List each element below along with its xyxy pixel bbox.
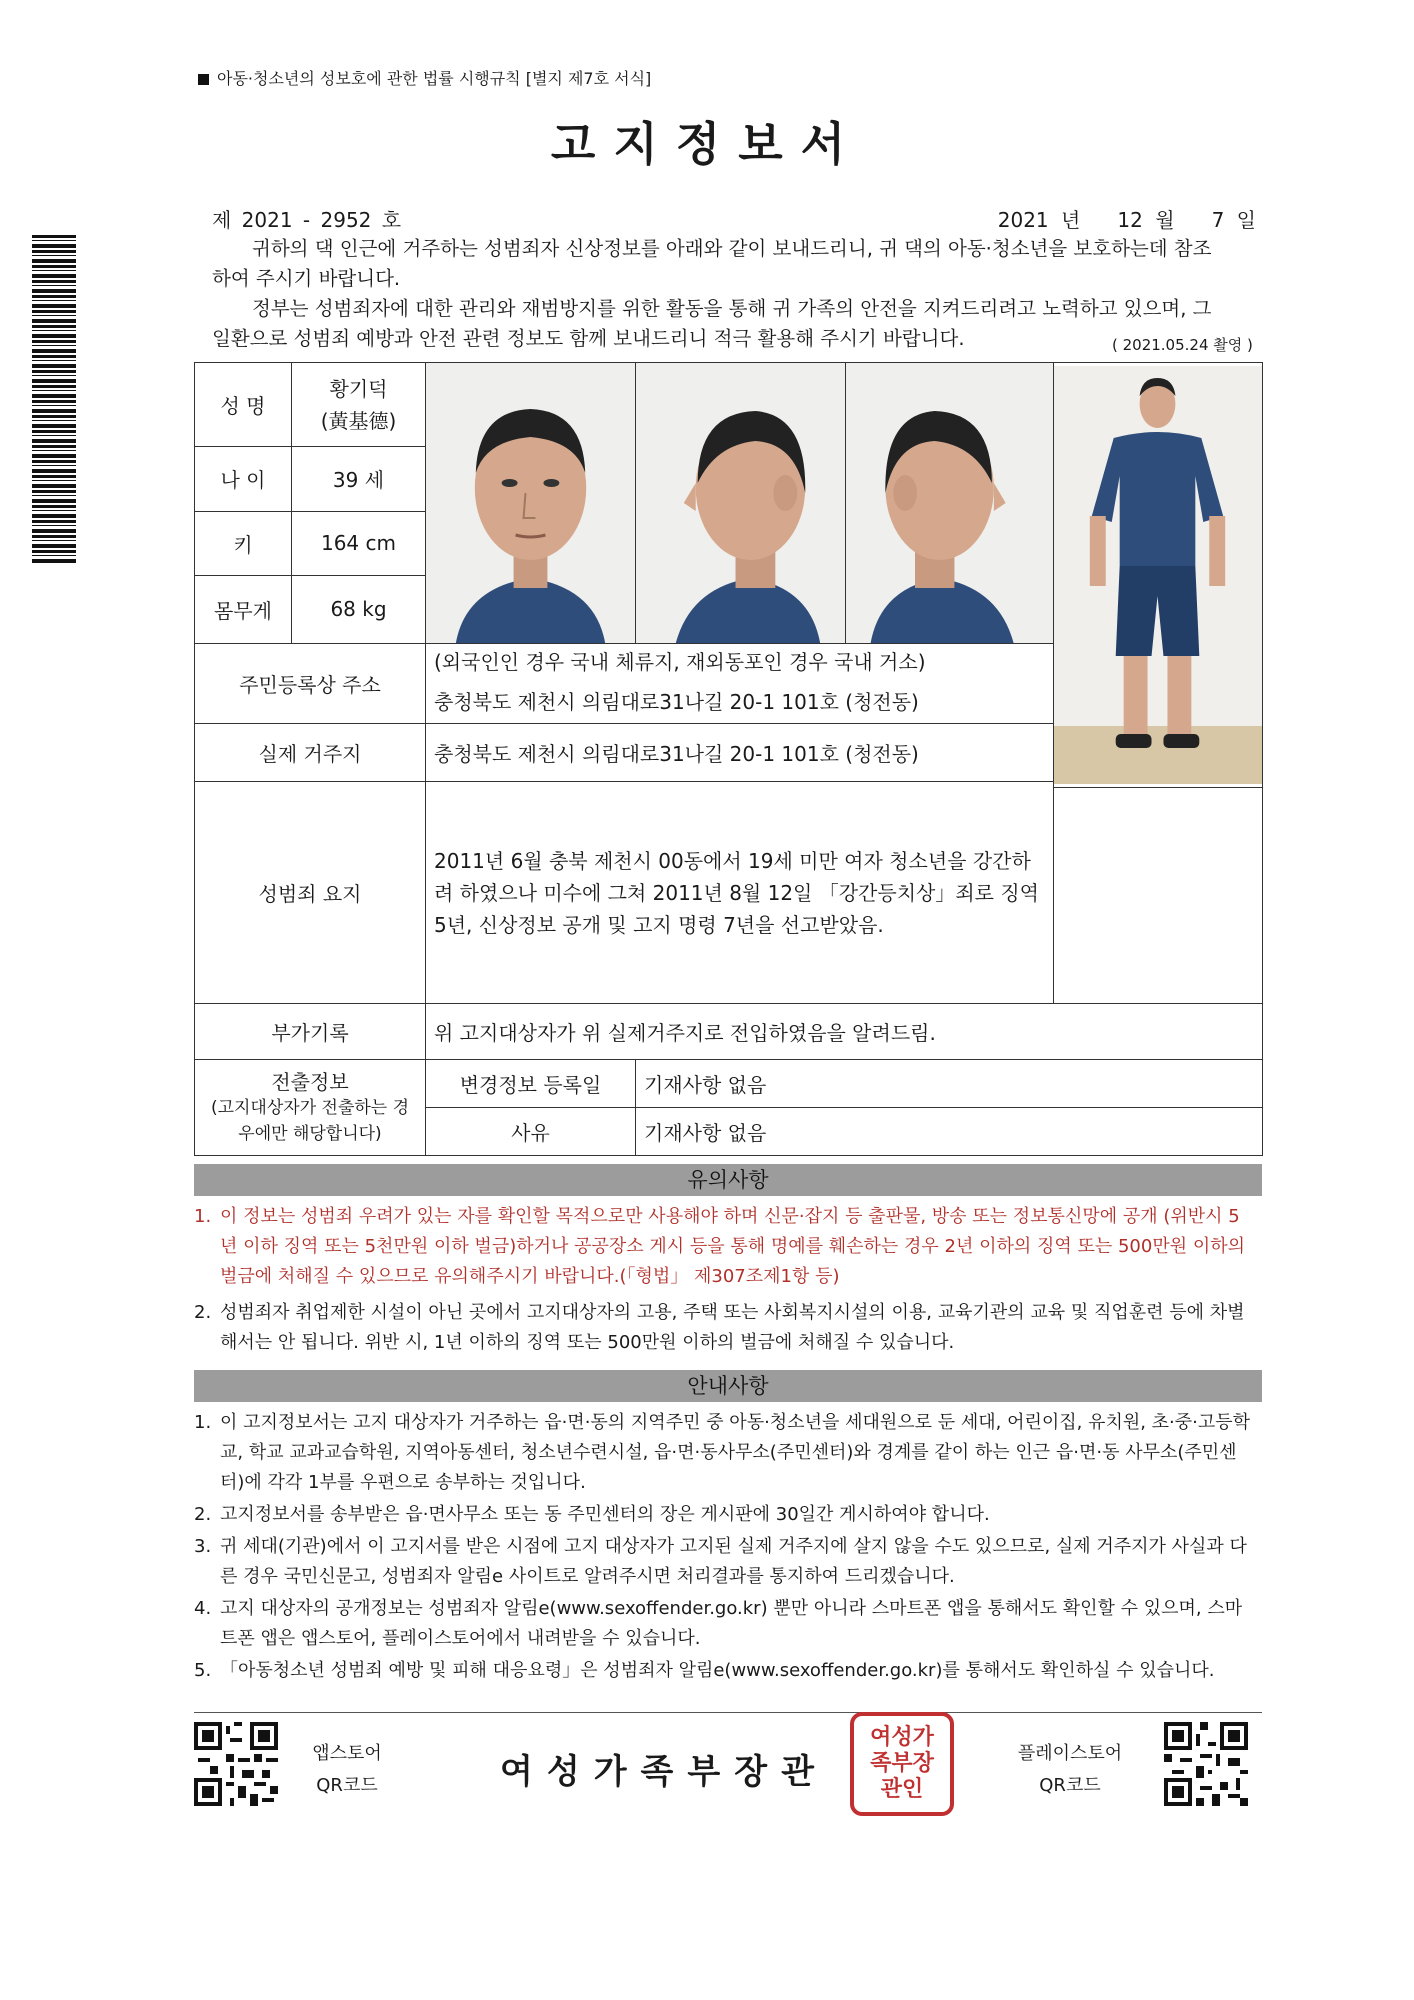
weight-label: 몸무게 bbox=[195, 575, 292, 643]
guide-item-2 bbox=[194, 1500, 1256, 1530]
guide-num: 1. bbox=[194, 1412, 212, 1433]
intro-paragraph-2: 정부는 성범죄자에 대한 관리와 재범방지를 위한 활동을 통해 귀 가족의 안전을 지켜드리려고 노력하고 있으며, 그 일환으로 성범죄 예방과 안전 관련 정보도 함께 보내드리니 적극 활용해 주시기 바랍니다. bbox=[212, 297, 1212, 350]
photo-left-profile bbox=[636, 363, 846, 644]
guide-item-3 bbox=[194, 1532, 1256, 1592]
face-right-profile-image bbox=[846, 363, 1053, 643]
weight-value: 68 kg bbox=[292, 575, 426, 643]
face-front-image bbox=[426, 363, 635, 643]
appstore-label: 앱스토어 bbox=[312, 1743, 382, 1764]
guide-text: 귀 세대(기관)에서 이 고지서를 받은 시점에 고지 대상자가 고지된 실제 거주지에 살지 않을 수도 있으므로, 실제 거주지가 사실과 다른 경우 국민신문고, 성범죄자 알림e 사이트로 알려주시면 처리결과를 통지하여 드리겠습니다. bbox=[220, 1536, 1247, 1587]
age-label: 나 이 bbox=[195, 447, 292, 511]
guide-text: 「아동청소년 성범죄 예방 및 피해 대응요령」은 성범죄자 알림e(www.sexoffender.go.kr)를 통해서도 확인하실 수 있습니다. bbox=[220, 1660, 1215, 1681]
registered-address-note: (외국인인 경우 국내 체류지, 재외동포인 경우 국내 거소) bbox=[426, 644, 1054, 678]
document-title: 고지정보서 bbox=[550, 117, 864, 171]
intro-paragraph-1: 귀하의 댁 인근에 거주하는 성범죄자 신상정보를 아래와 같이 보내드리니, 귀 댁의 아동·청소년을 보호하는데 참조하여 주시기 바랍니다. bbox=[212, 237, 1212, 290]
playstore-qr-text: QR코드 bbox=[1039, 1775, 1101, 1796]
caution-item-2 bbox=[194, 1298, 1256, 1358]
appstore-qr-text: QR코드 bbox=[316, 1775, 378, 1796]
appstore-qr-label bbox=[302, 1738, 392, 1802]
guide-text: 이 고지정보서는 고지 대상자가 거주하는 읍·면·동의 지역주민 중 아동·청소년을 세대원으로 둔 세대, 어린이집, 유치원, 초·중·고등학교, 학교 교과교습학원, 지역아동센터, 청소년수련시설, 읍·면·동사무소(주민센터)와 경계를 같이 하는 인근 읍·면·동 사무소(주민센터)에 각각 1부를 우편으로 송부하는 것입니다. bbox=[220, 1412, 1251, 1493]
offense-value: 2011년 6월 충북 제천시 00동에서 19세 미만 여자 청소년을 강간하려 하였으나 미수에 그쳐 2011년 8월 12일 「강간등치상」죄로 징역 5년, 신상정보 공개 및 고지 명령 7년을 선고받았음. bbox=[426, 782, 1054, 1004]
height-value: 164 cm bbox=[292, 511, 426, 575]
guide-num: 2. bbox=[194, 1504, 212, 1525]
guide-num: 3. bbox=[194, 1536, 212, 1557]
name-label: 성 명 bbox=[195, 363, 292, 447]
actual-address-value: 충청북도 제천시 의림대로31나길 20-1 101호 (청전동) bbox=[426, 724, 1054, 782]
name-value: 황기덕 bbox=[329, 376, 388, 401]
guide-item-5 bbox=[194, 1656, 1256, 1686]
playstore-qr-code[interactable] bbox=[1164, 1722, 1248, 1806]
full-body-image bbox=[1054, 366, 1262, 784]
playstore-qr-label bbox=[1010, 1738, 1130, 1802]
caution-title: 유의사항 bbox=[194, 1164, 1262, 1196]
caution-item-1 bbox=[194, 1202, 1256, 1292]
name-value-cell bbox=[292, 363, 426, 447]
guide-item-1 bbox=[194, 1408, 1256, 1498]
appstore-qr-code[interactable] bbox=[194, 1722, 278, 1806]
reason-label: 사유 bbox=[426, 1108, 636, 1156]
face-left-profile-image bbox=[636, 363, 845, 643]
form-label bbox=[198, 66, 651, 89]
photo-front bbox=[426, 363, 636, 644]
photo-date: ( 2021.05.24 촬영 ) bbox=[1112, 336, 1253, 354]
info-table bbox=[194, 362, 1263, 1156]
registered-address-value: 충청북도 제천시 의림대로31나길 20-1 101호 (청전동) bbox=[426, 678, 1054, 724]
additional-label: 부가기록 bbox=[195, 1004, 426, 1060]
photo-full-body bbox=[1054, 363, 1263, 788]
offense-photo-spacer bbox=[1054, 788, 1263, 1004]
photo-right-profile bbox=[846, 363, 1054, 644]
guide-list bbox=[194, 1408, 1256, 1686]
caution-list bbox=[194, 1202, 1256, 1358]
height-label: 키 bbox=[195, 511, 292, 575]
submitted-cell bbox=[195, 1060, 426, 1156]
submitted-note: (고지대상자가 전출하는 경우에만 해당합니다) bbox=[210, 1097, 410, 1144]
guide-text: 고지 대상자의 공개정보는 성범죄자 알림e(www.sexoffender.go.kr) 뿐만 아니라 스마트폰 앱을 통해서도 확인할 수 있으며, 스마트폰 앱은 앱스토어, 플레이스토어에서 내려받을 수 있습니다. bbox=[220, 1598, 1243, 1649]
offense-label: 성범죄 요지 bbox=[195, 782, 426, 1004]
footer-divider bbox=[194, 1712, 1262, 1713]
guide-title: 안내사항 bbox=[194, 1370, 1262, 1402]
form-label-text: 아동·청소년의 성보호에 관한 법률 시행규칙 [별지 제7호 서식] bbox=[217, 69, 652, 88]
registered-address-label: 주민등록상 주소 bbox=[195, 644, 426, 724]
submitted-label: 전출정보 bbox=[271, 1069, 349, 1094]
name-hanja: (黃基德) bbox=[320, 408, 397, 433]
playstore-label: 플레이스토어 bbox=[1017, 1743, 1123, 1764]
actual-address-label: 실제 거주지 bbox=[195, 724, 426, 782]
guide-item-4 bbox=[194, 1594, 1256, 1654]
side-barcode bbox=[32, 235, 76, 565]
official-seal bbox=[850, 1712, 954, 1816]
caution-num: 1. bbox=[194, 1206, 212, 1227]
doc-number: 제 2021 - 2952 호 bbox=[212, 208, 402, 232]
age-value: 39 세 bbox=[292, 447, 426, 511]
square-bullet-icon bbox=[198, 74, 209, 85]
change-date-label: 변경정보 등록일 bbox=[426, 1060, 636, 1108]
caution-text: 성범죄자 취업제한 시설이 아닌 곳에서 고지대상자의 고용, 주택 또는 사회복지시설의 이용, 교육기관의 교육 및 직업훈련 등에 차별해서는 안 됩니다. 위반 시, 1년 이하의 징역 또는 500만원 이하의 벌금에 처해질 수 있습니다. bbox=[220, 1302, 1245, 1353]
additional-value: 위 고지대상자가 위 실제거주지로 전입하였음을 알려드림. bbox=[426, 1004, 1263, 1060]
guide-text: 고지정보서를 송부받은 읍·면사무소 또는 동 주민센터의 장은 게시판에 30일간 게시하여야 합니다. bbox=[220, 1504, 990, 1525]
minister-signature: 여성가족부장관 bbox=[500, 1752, 828, 1792]
change-date-value: 기재사항 없음 bbox=[636, 1060, 1263, 1108]
guide-num: 5. bbox=[194, 1660, 212, 1681]
doc-date: 2021 년 12 월 7 일 bbox=[997, 208, 1256, 232]
guide-num: 4. bbox=[194, 1598, 212, 1619]
reason-value: 기재사항 없음 bbox=[636, 1108, 1263, 1156]
seal-text: 여성가족부장관인 bbox=[870, 1725, 934, 1802]
caution-text: 이 정보는 성범죄 우려가 있는 자를 확인할 목적으로만 사용해야 하며 신문·잡지 등 출판물, 방송 또는 정보통신망에 공개 (위반시 5년 이하 징역 또는 5천만원 이하 벌금)하거나 공공장소 게시 등을 통해 명예를 훼손하는 경우 2년 이하의 징역 또는 500만원 이하의 벌금에 처해질 수 있으므로 유의해주시기 바랍니다.(「형법」 제307조제1항 등) bbox=[220, 1206, 1246, 1287]
caution-num: 2. bbox=[194, 1302, 212, 1323]
